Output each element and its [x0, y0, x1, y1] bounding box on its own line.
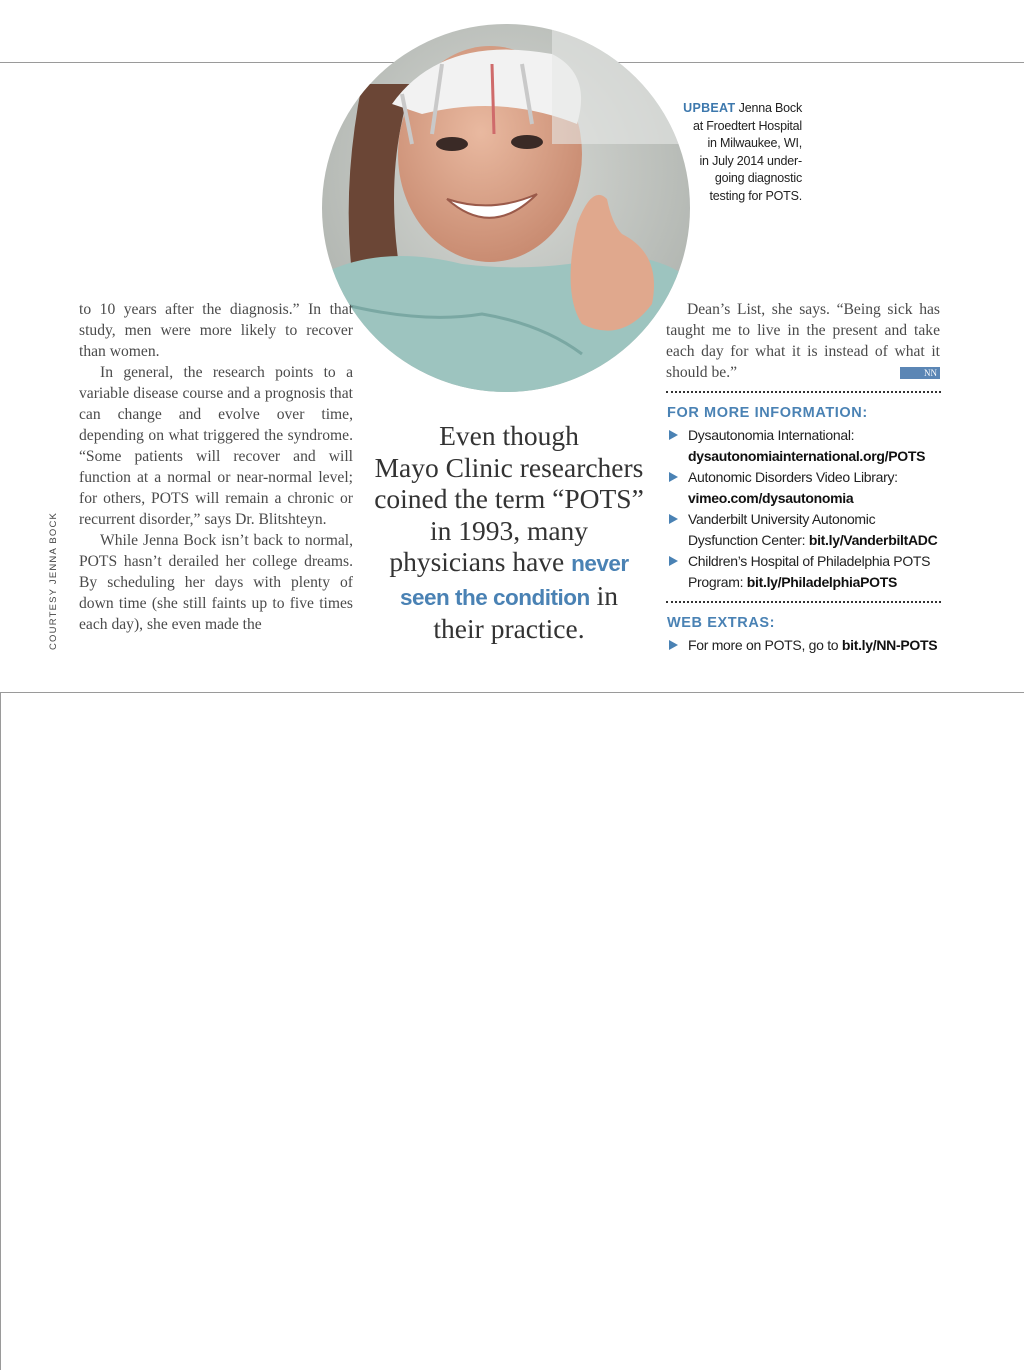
triangle-bullet-icon: [669, 556, 678, 566]
pull-quote-highlight: seen the condition: [399, 584, 590, 610]
dotted-divider: [666, 601, 941, 603]
more-info-list: [667, 425, 945, 593]
caption-line: testing for POTS.: [709, 188, 802, 203]
lower-frame-edge: [0, 692, 1, 1370]
pull-quote-text: physicians have: [389, 546, 565, 577]
bottom-rule: [0, 692, 1024, 693]
link-label: Children’s Hospital of Philadelphia POTS Program:: [688, 553, 931, 590]
resource-link[interactable]: vimeo.com/dysautonomia: [688, 490, 854, 506]
pull-quote-line: Mayo Clinic researchers: [374, 451, 644, 483]
pull-quote-line: coined the term “POTS”: [374, 483, 644, 514]
pull-quote: [368, 420, 650, 645]
triangle-bullet-icon: [669, 472, 678, 482]
caption-line: in Milwaukee, WI,: [707, 136, 802, 150]
body-paragraph: [666, 299, 940, 383]
triangle-bullet-icon: [669, 430, 678, 440]
resource-link[interactable]: bit.ly/PhiladelphiaPOTS: [746, 574, 898, 590]
caption-line: Jenna Bock: [738, 101, 802, 115]
caption-line: at Froedtert Hospital: [692, 118, 802, 133]
link-label: For more on POTS, go to: [688, 637, 839, 653]
pull-quote-line: in 1993, many: [429, 514, 589, 546]
pull-quote-line: their practice.: [433, 613, 585, 644]
triangle-bullet-icon: [669, 514, 678, 524]
pull-quote-line: Even though: [439, 420, 579, 451]
body-paragraph: In general, the research points to a variable disease course and a prognosis that can change and evolve over time, depending on what triggered the syndrome. “Some patients will recover and will function at a normal or near-normal level; for others, POTS will remain a chronic or recurrent disorder,” says Dr. Blitshteyn.: [79, 364, 353, 528]
resource-link[interactable]: bit.ly/VanderbiltADC: [808, 532, 938, 548]
list-item: [667, 635, 945, 656]
right-text-column: [666, 299, 940, 383]
photo-caption: [640, 100, 802, 205]
list-item: [667, 551, 945, 593]
web-extras-heading: WEB EXTRAS:: [667, 615, 776, 631]
pull-quote-line: [368, 546, 650, 580]
dotted-divider: [666, 391, 941, 393]
body-paragraph-text: Dean’s List, she says. “Being sick has taught me to live in the present and take each day for what it is instead of what it should be.”: [666, 301, 940, 381]
list-item: [667, 425, 945, 467]
body-paragraph: to 10 years after the diagnosis.” In that study, men were more likely to recover than women.: [79, 301, 353, 360]
resource-link[interactable]: dysautonomiainternational.org/POTS: [688, 448, 926, 464]
list-item: [667, 467, 945, 509]
link-label: Autonomic Disorders Video Library:: [688, 469, 898, 485]
pull-quote-highlight: never: [571, 551, 629, 576]
left-text-column: [79, 299, 353, 635]
body-paragraph: While Jenna Bock isn’t back to normal, POTS hasn’t derailed her college dreams. By scheduling her days with plenty of down time (she still faints up to five times each day), she even made the: [79, 532, 353, 633]
photo-credit: COURTESY JENNA BOCK: [48, 511, 59, 650]
patient-photo-illustration: [322, 24, 690, 392]
caption-line: going diagnostic: [714, 171, 802, 185]
more-info-heading: FOR MORE INFORMATION:: [667, 405, 868, 421]
triangle-bullet-icon: [669, 640, 678, 650]
web-extras-list: [667, 635, 945, 656]
caption-line: in July 2014 under-: [699, 153, 802, 168]
end-mark: NN: [900, 367, 940, 379]
caption-lead: UPBEAT: [683, 101, 736, 115]
link-label: Dysautonomia International:: [688, 427, 855, 443]
link-label: Vanderbilt University Autonomic Dysfunction Center:: [688, 511, 876, 548]
patient-photo: [322, 24, 690, 392]
list-item: [667, 509, 945, 551]
pull-quote-line: [368, 580, 650, 614]
pull-quote-text: in: [596, 579, 619, 611]
resource-link[interactable]: bit.ly/NN-POTS: [841, 637, 938, 653]
